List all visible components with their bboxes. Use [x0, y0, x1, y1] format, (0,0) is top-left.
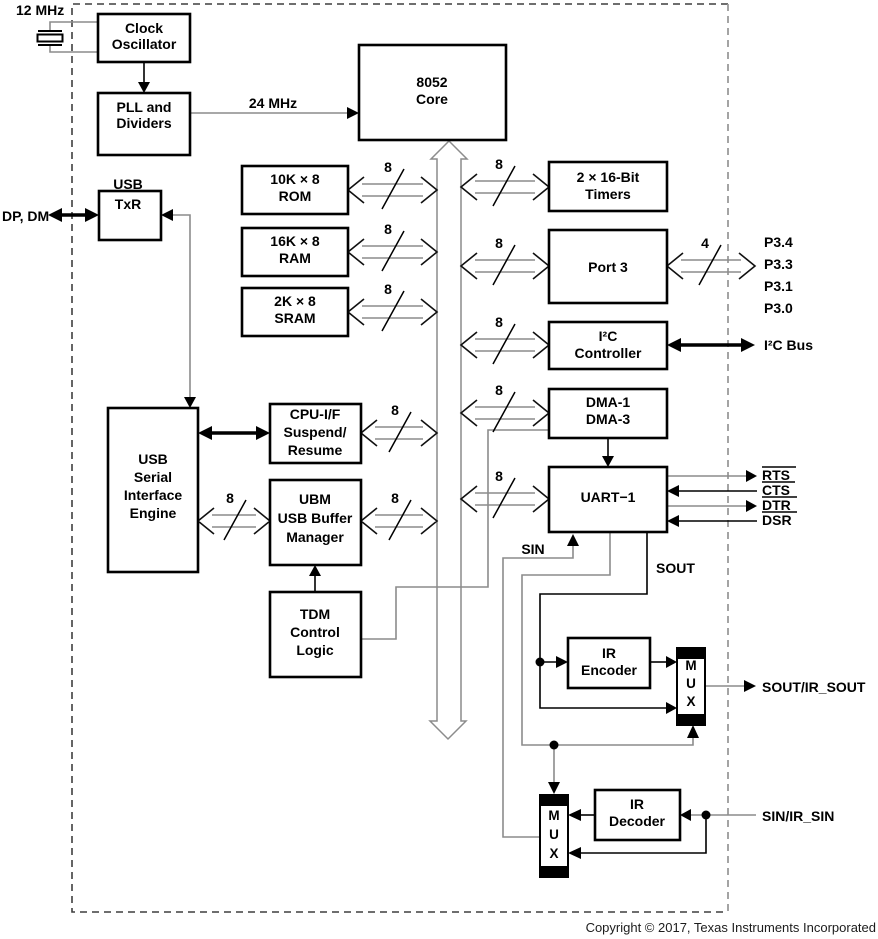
label-dp-dm: DP, DM — [2, 208, 50, 224]
bus-width-port3: 8 — [495, 235, 503, 251]
label-12mhz: 12 MHz — [16, 2, 65, 18]
label-p33: P3.3 — [764, 256, 793, 272]
arrow-into-encoder — [556, 656, 568, 668]
wires-gray — [173, 113, 756, 837]
port3-label: Port 3 — [588, 259, 628, 275]
arrow-encoder-into-mux — [666, 656, 677, 668]
ram-label-2: RAM — [279, 250, 311, 266]
arrow-sout-into-mux — [666, 702, 677, 714]
usb-txr-label-1: USB — [113, 176, 143, 192]
arrow-into-core — [347, 107, 359, 119]
arrow-sin-into-uart — [567, 534, 579, 546]
mux-bottom-letter-m: M — [548, 808, 560, 823]
bus-width-dma: 8 — [495, 382, 503, 398]
usb-sie-label-2: Serial — [133, 469, 173, 485]
bus-width-port3-pins: 4 — [701, 235, 709, 251]
ubm-label-1: UBM — [299, 491, 331, 507]
arrow-sie-cpuif-left — [198, 426, 212, 440]
cpu-if-label-1: CPU-I/F — [289, 406, 341, 422]
central-bus-arrow — [430, 141, 467, 739]
core-label-2: Core — [416, 91, 448, 107]
i2c-label-1: I²C — [598, 328, 618, 344]
bus-width-sie-ubm: 8 — [226, 490, 234, 506]
sram-label-1: 2K × 8 — [274, 293, 316, 309]
label-rts: RTS — [762, 467, 790, 483]
dma-label-2: DMA-3 — [585, 411, 631, 427]
arrow-bypass-into-mux — [568, 847, 581, 859]
usb-sie-label-3: Interface — [123, 487, 183, 503]
bus-width-rom: 8 — [384, 159, 392, 175]
arrow-dsr-in — [667, 515, 679, 527]
ram-label-1: 16K × 8 — [270, 233, 320, 249]
label-p31: P3.1 — [764, 278, 793, 294]
label-sin-ir-sin: SIN/IR_SIN — [762, 808, 835, 824]
ir-decoder-label-2: Decoder — [608, 813, 666, 829]
ubm-label-3: Manager — [286, 529, 344, 545]
mux-bottom-letter-x: X — [549, 846, 559, 861]
junction-dot-sin-ir — [702, 811, 711, 820]
bus-width-timers: 8 — [495, 156, 503, 172]
bus-width-ubm-right: 8 — [391, 490, 399, 506]
bus-width-i2c: 8 — [495, 314, 503, 330]
wire-sin — [503, 546, 573, 837]
bus-width-ram: 8 — [384, 221, 392, 237]
label-sin: SIN — [521, 541, 545, 557]
tdm-label-3: Logic — [296, 642, 334, 658]
label-p34: P3.4 — [764, 234, 793, 250]
arrow-cts-in — [667, 485, 679, 497]
label-cts: CTS — [762, 482, 790, 498]
mux-top-bar-lower — [676, 714, 706, 725]
mux-top-letter-m: M — [685, 658, 697, 673]
arrow-into-txr — [161, 209, 173, 221]
cpu-if-label-3: Resume — [287, 442, 343, 458]
tdm-label-1: TDM — [299, 606, 331, 622]
arrow-into-uart-top — [602, 456, 614, 467]
label-sout: SOUT — [656, 560, 695, 576]
bus-width-cpuif: 8 — [391, 402, 399, 418]
ubm-label-2: USB Buffer — [277, 510, 353, 526]
label-i2c-bus: I²C Bus — [764, 337, 813, 353]
label-p30: P3.0 — [764, 300, 793, 316]
clock-oscillator-label-2: Oscillator — [111, 36, 177, 52]
crystal-body — [38, 35, 63, 42]
pll-label-1: PLL and — [116, 99, 172, 115]
box-labels — [112, 20, 697, 861]
mux-bottom-letter-u: U — [549, 827, 559, 842]
core-label-1: 8052 — [416, 74, 448, 90]
label-dtr: DTR — [762, 497, 791, 513]
label-dsr: DSR — [762, 512, 792, 528]
usb-sie-label-1: USB — [138, 451, 168, 467]
arrow-into-pll — [138, 82, 150, 93]
arrow-dtr-out — [746, 500, 757, 512]
i2c-label-2: Controller — [574, 345, 642, 361]
usb-sie-label-4: Engine — [129, 505, 177, 521]
arrow-select-into-mux-top — [687, 725, 699, 738]
arrow-i2c-right — [741, 338, 755, 352]
cpu-if-label-2: Suspend/ — [283, 424, 347, 440]
arrow-mux-top-out — [744, 680, 756, 692]
junction-dot-encoder — [536, 658, 545, 667]
mux-bottom-bar-upper — [539, 795, 569, 806]
arrow-into-sie — [184, 397, 196, 408]
uart1-label: UART−1 — [580, 489, 636, 505]
arrow-into-decoder — [680, 809, 691, 821]
label-sout-ir-sout: SOUT/IR_SOUT — [762, 679, 866, 695]
rom-label-1: 10K × 8 — [270, 171, 320, 187]
timers-label-2: Timers — [585, 186, 631, 202]
bus-width-uart: 8 — [495, 468, 503, 484]
rom-label-2: ROM — [278, 188, 312, 204]
copyright-text: Copyright © 2017, Texas Instruments Incorporated — [585, 920, 876, 935]
wire-txr-to-sie — [173, 215, 190, 397]
arrow-rts-out — [746, 470, 757, 482]
arrow-select-into-mux-bottom — [548, 782, 560, 794]
label-24mhz: 24 MHz — [248, 95, 298, 111]
usb-txr-label-2: TxR — [114, 196, 142, 212]
clock-oscillator-label-1: Clock — [124, 20, 164, 36]
ir-encoder-label-2: Encoder — [580, 662, 638, 678]
timers-label-1: 2 × 16-Bit — [576, 169, 640, 185]
junction-dot-select — [550, 741, 559, 750]
tdm-label-2: Control — [290, 624, 340, 640]
arrow-decoder-into-mux — [568, 809, 581, 821]
arrow-i2c-left — [667, 338, 681, 352]
crystal-symbol — [38, 22, 99, 52]
arrow-sie-cpuif-right — [256, 426, 270, 440]
mux-top-letter-u: U — [686, 676, 696, 691]
ir-encoder-label-1: IR — [602, 645, 616, 661]
arrow-dpdm-left — [48, 208, 62, 222]
ir-decoder-label-1: IR — [630, 796, 644, 812]
pll-label-2: Dividers — [116, 115, 172, 131]
mux-top-letter-x: X — [686, 694, 696, 709]
boxes — [98, 14, 706, 877]
arrow-dpdm-right — [85, 208, 99, 222]
arrow-into-ubm — [309, 565, 321, 576]
sram-label-2: SRAM — [274, 310, 316, 326]
dma-label-1: DMA-1 — [585, 394, 631, 410]
bus-width-sram: 8 — [384, 281, 392, 297]
mux-bottom-bar-lower — [539, 866, 569, 877]
